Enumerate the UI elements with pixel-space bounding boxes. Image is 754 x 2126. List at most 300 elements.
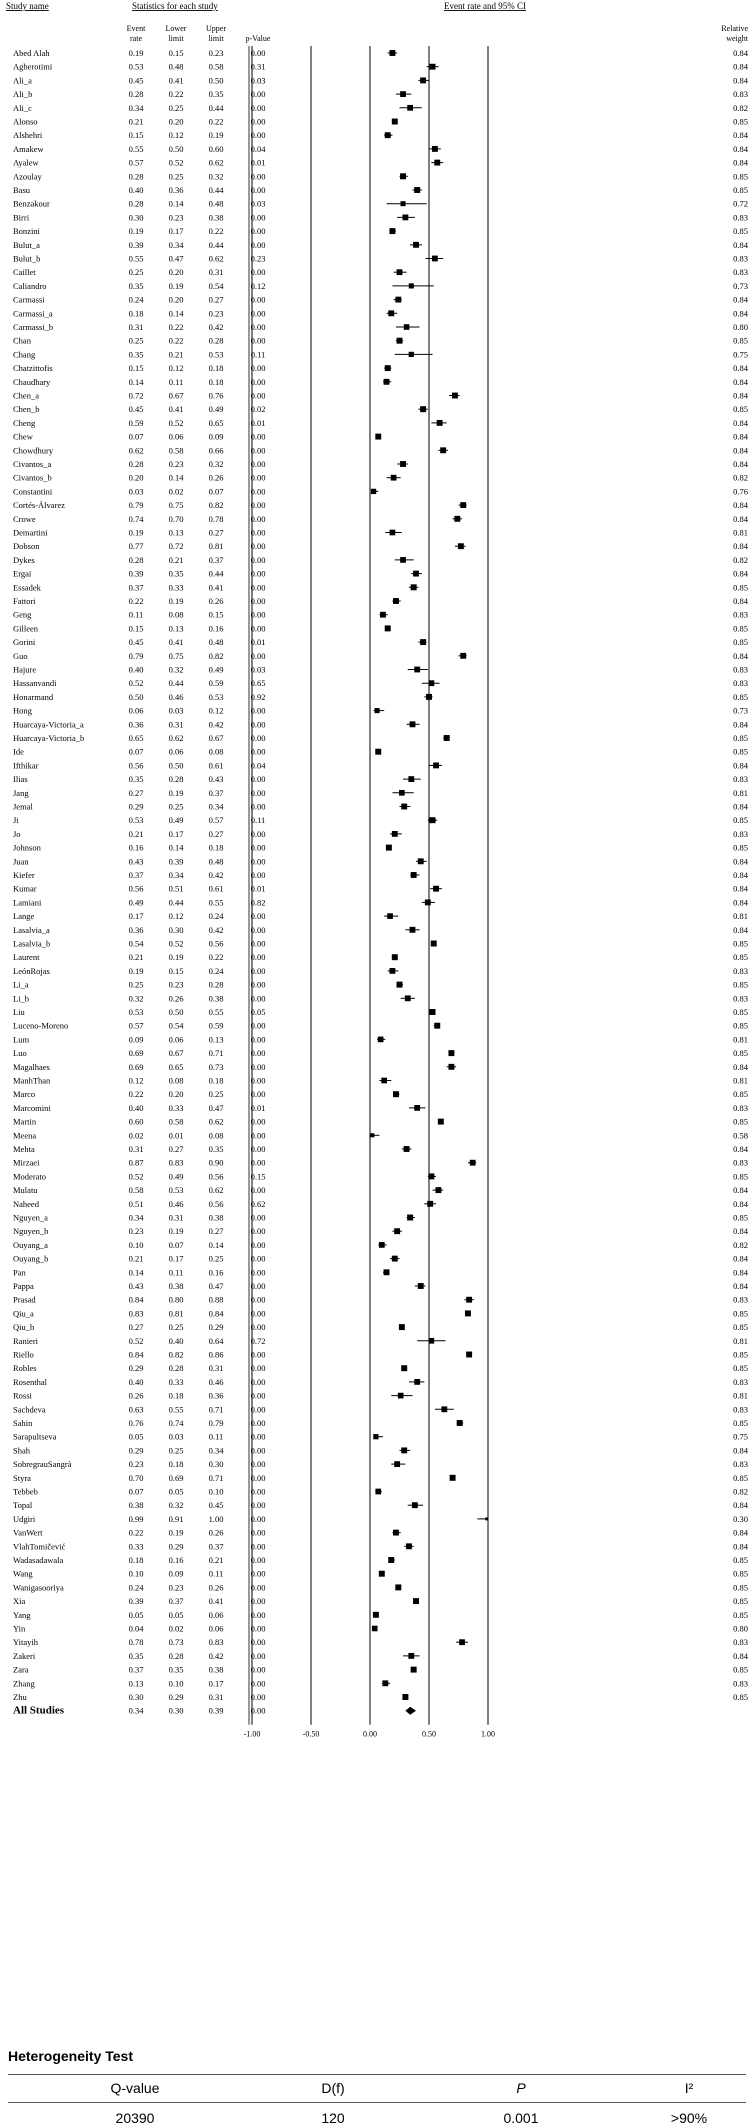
p-value: 0.00 [250,1664,266,1675]
ci-marker [375,749,381,755]
relative-weight: 0.85 [733,226,748,237]
point-estimate [401,804,407,810]
study-row [13,445,749,455]
point-estimate [388,1557,394,1563]
lower-limit: 0.05 [168,1609,184,1620]
lower-limit: 0.80 [168,1294,184,1305]
relative-weight: 0.83 [733,664,748,675]
event-rate: 0.24 [128,1582,144,1593]
lower-limit: 0.26 [168,993,184,1004]
p-value: 0.00 [250,1116,266,1127]
p-value: 0.00 [250,774,266,785]
lower-limit: 0.49 [168,1171,184,1182]
upper-limit-header-2: limit [208,34,224,43]
point-estimate [375,1489,381,1495]
p-value: 0.00 [250,1459,266,1470]
point-estimate [436,1187,442,1193]
ci-marker [396,324,420,330]
event-rate: 0.27 [128,1322,144,1333]
lower-limit: 0.25 [168,1445,184,1456]
upper-limit: 0.82 [208,650,224,661]
upper-limit: 0.66 [208,445,224,456]
p-value: 0.00 [250,486,266,497]
event-rate: 0.45 [128,75,144,86]
study-row [13,692,748,702]
lower-limit: 0.73 [168,1637,184,1648]
study-row [13,1213,748,1223]
point-estimate [414,187,420,193]
ci-marker [385,530,402,536]
p-value: 0.00 [250,554,266,565]
ci-marker [374,708,385,713]
study-row [13,665,748,675]
ci-marker [429,1009,436,1015]
relative-weight: 0.84 [733,143,748,154]
p-value: 0.00 [250,650,266,661]
lower-limit: 0.50 [168,1007,184,1017]
p-value: 0.00 [250,1568,266,1579]
study-row [13,1665,748,1675]
table-header-rule [8,2102,746,2103]
p-value: 0.00 [250,1513,266,1524]
study-row [13,185,748,195]
upper-limit: 0.49 [208,404,224,415]
relative-weight: 0.83 [733,1102,748,1113]
event-rate: 0.21 [128,828,144,839]
point-estimate [409,283,414,288]
upper-limit: 0.38 [208,993,224,1004]
study-row [13,1377,748,1387]
upper-limit: 0.45 [208,1500,224,1511]
p-value: 0.00 [250,185,266,195]
p-value: 0.92 [250,691,266,702]
event-rate: 0.45 [128,404,144,415]
p-value: 0.00 [250,1281,266,1291]
study-row [13,363,749,373]
event-rate: 0.39 [128,568,144,579]
p-value: 0.00 [250,1705,266,1716]
ci-marker [400,1447,411,1453]
point-estimate [433,886,439,892]
lower-limit: 0.91 [168,1513,184,1524]
upper-limit: 0.76 [208,390,224,401]
event-rate: 0.32 [128,993,144,1004]
upper-limit: 0.16 [208,1267,224,1278]
relative-weight: 0.85 [733,623,748,634]
x-tick-label: 1.00 [481,1729,495,1739]
point-estimate [406,1543,412,1549]
heterogeneity-title: Heterogeneity Test [8,2048,133,2064]
lower-limit: 0.07 [168,1239,184,1250]
ci-marker [375,434,381,440]
study-row [13,391,749,401]
point-estimate [432,146,438,152]
point-estimate [420,77,426,83]
ci-marker [395,352,433,357]
relative-weight: 0.81 [733,787,748,798]
relative-weight: 0.83 [733,1459,748,1470]
p-value: 0.00 [250,459,266,469]
study-name: Tebbeb [13,1486,38,1497]
study-name: Rosenthal [13,1376,47,1387]
study-name: Naheed [13,1198,39,1209]
study-row [13,1500,749,1510]
ci-marker [448,1050,454,1056]
upper-limit: 0.48 [208,856,224,867]
study-name: Ouyang_b [13,1253,49,1264]
upper-limit: 0.25 [208,1253,224,1264]
relative-weight: 0.73 [733,280,748,291]
lower-limit: 0.62 [168,733,184,743]
upper-limit: 0.38 [208,1212,224,1223]
relative-weight: 0.30 [733,1513,748,1524]
study-name: Yitayih [13,1637,39,1648]
p-value: 0.65 [250,678,266,689]
p-header: P [516,2080,526,2096]
event-rate: 0.30 [128,1692,144,1702]
p-value: 0.00 [250,1472,266,1483]
lower-limit: 0.70 [168,513,184,524]
p-value: 0.00 [250,102,266,113]
event-rate-header-2: rate [130,34,142,43]
event-rate: 0.60 [128,1116,144,1127]
study-name: Chang [13,349,36,360]
upper-limit: 0.31 [208,1363,224,1374]
study-row [13,500,749,510]
relative-weight: 0.85 [733,1555,748,1565]
event-rate: 0.53 [128,61,144,72]
study-name-header: Study name [6,1,49,11]
event-rate: 0.33 [128,1541,144,1552]
study-row [13,897,749,907]
relative-weight: 0.75 [733,1431,748,1442]
event-rate: 0.30 [128,212,144,223]
study-row [13,1103,748,1113]
upper-limit: 0.28 [208,979,224,990]
upper-limit: 0.34 [208,1445,224,1456]
relative-weight: 0.85 [733,1212,748,1223]
upper-limit: 0.60 [208,143,224,154]
ci-marker [401,1365,407,1371]
study-row [13,1637,748,1647]
study-row [13,89,748,99]
study-row [13,1651,749,1661]
event-rate: 0.15 [128,623,144,634]
point-estimate [388,310,394,316]
heterogeneity-section [0,2034,754,2126]
p-value: 0.03 [250,664,266,675]
ci-marker [403,1653,420,1659]
upper-limit: 0.36 [208,1390,224,1401]
relative-weight: 0.82 [733,102,748,113]
statistics-header: Statistics for each study [132,1,218,11]
event-rate: 0.37 [128,870,144,880]
event-rate: 0.56 [128,883,144,894]
p-value-header: p-Value [245,34,271,43]
lower-limit: 0.50 [168,143,184,154]
point-estimate [395,1584,401,1590]
relative-weight: 0.85 [733,1171,748,1182]
ci-marker [457,1420,464,1426]
upper-limit: 0.22 [208,226,224,237]
upper-limit: 0.43 [208,774,224,785]
p-value: 0.00 [250,116,266,127]
p-value: 0.00 [250,568,266,579]
upper-limit: 0.09 [208,431,224,442]
relative-weight-header-2: weight [726,34,748,43]
relative-weight: 0.84 [733,924,748,935]
upper-limit: 0.25 [208,1089,224,1100]
ci-marker [384,913,398,919]
study-name: Huarcaya-Victoria_a [13,719,84,730]
p-value: 0.00 [250,1048,266,1059]
upper-limit: 0.90 [208,1157,224,1168]
study-row [13,1473,748,1483]
upper-limit: 0.49 [208,664,224,675]
study-name: Chan [13,335,31,346]
upper-limit: 0.37 [208,554,224,565]
event-rate: 0.24 [128,294,144,305]
upper-limit: 0.31 [208,1692,224,1702]
point-estimate [384,1269,390,1275]
p-value: 0.00 [250,239,266,250]
study-name: Bulut_b [13,253,41,264]
event-rate: 0.22 [128,1527,144,1538]
study-row [13,1308,748,1318]
p-value: 0.00 [250,1226,266,1237]
study-row [13,623,748,633]
upper-limit: 0.81 [208,541,224,552]
study-row [13,1281,749,1291]
ci-marker [453,516,462,522]
relative-weight: 0.84 [733,308,748,319]
upper-limit: 0.30 [208,1459,224,1470]
point-estimate [392,831,398,837]
p-value: 0.00 [250,993,266,1004]
event-rate: 0.56 [128,760,144,771]
event-rate: 0.06 [128,705,144,716]
lower-limit: 0.14 [168,472,184,483]
lower-limit: 0.09 [168,1568,184,1579]
relative-weight: 0.85 [733,1418,748,1428]
ci-marker [412,187,421,193]
upper-limit: 0.56 [208,938,224,949]
study-row [13,1171,748,1181]
upper-limit: 0.13 [208,1034,224,1045]
study-name: Basu [13,185,30,195]
study-row [13,678,748,688]
study-name: Birri [13,212,30,223]
study-row [13,158,749,168]
lower-limit: 0.28 [168,1650,184,1661]
study-row [13,1021,748,1031]
study-row [13,651,749,661]
point-estimate [370,1133,374,1137]
ci-marker [382,1680,390,1686]
study-name: Fattori [13,596,36,606]
study-name: VanWert [13,1527,43,1538]
event-rate: 0.28 [128,459,144,469]
event-rate: 0.59 [128,417,144,428]
point-estimate [401,201,406,206]
lower-limit: 0.23 [168,1582,184,1593]
event-rate: 0.69 [128,1048,144,1059]
p-value: 0.00 [250,1678,266,1689]
point-estimate [379,1242,385,1248]
relative-weight: 0.85 [733,733,748,743]
relative-weight: 0.85 [733,1116,748,1127]
lower-limit: 0.17 [168,828,184,839]
lower-limit: 0.19 [168,1226,184,1237]
event-rate: 0.03 [128,486,144,497]
point-estimate [409,352,414,357]
ci-marker [464,1297,473,1303]
study-row [13,925,749,935]
point-estimate [466,1352,472,1358]
ci-marker [468,1160,476,1166]
point-estimate [400,461,406,467]
ci-marker [390,1256,399,1262]
upper-limit: 0.18 [208,1075,224,1086]
event-rate: 0.36 [128,719,144,730]
lower-limit: 0.44 [168,678,184,689]
relative-weight: 0.84 [733,459,748,469]
study-name: Shah [13,1445,30,1456]
relative-weight: 0.84 [733,1253,748,1264]
event-rate: 0.21 [128,952,144,963]
event-rate: 0.40 [128,664,144,675]
ci-marker [393,1091,400,1097]
p-value: 0.00 [250,1376,266,1387]
lower-limit: 0.52 [168,157,184,168]
ci-marker [375,1489,381,1495]
point-estimate [390,530,396,536]
point-estimate [429,1338,435,1344]
ci-marker [395,557,414,563]
event-rate: 0.04 [128,1623,144,1634]
lower-limit: 0.49 [168,815,184,826]
study-row [13,1295,748,1305]
relative-weight: 0.84 [733,130,748,141]
relative-weight: 0.81 [733,1075,748,1086]
upper-limit: 1.00 [208,1513,224,1524]
upper-limit: 0.23 [208,308,224,319]
i2-value: >90% [670,2110,708,2126]
relative-weight: 0.83 [733,965,748,976]
ci-marker [392,954,398,960]
relative-weight: 0.83 [733,1637,748,1648]
lower-limit: 0.50 [168,760,184,771]
point-estimate [452,393,458,399]
study-name: Chew [13,431,33,442]
event-rate: 0.21 [128,116,144,127]
point-estimate [379,1571,385,1577]
upper-limit: 0.44 [208,239,224,250]
study-row [13,1048,748,1058]
ci-marker [397,982,404,988]
upper-limit: 0.71 [208,1048,224,1059]
study-name: Zara [13,1664,29,1675]
point-estimate [394,1461,400,1467]
point-estimate [460,502,466,508]
event-rate: 0.57 [128,157,144,168]
lower-limit: 0.19 [168,952,184,963]
study-row [13,802,749,812]
lower-limit: 0.18 [168,1459,184,1470]
p-value: 0.00 [250,1267,266,1278]
p-value: 0.00 [250,1363,266,1374]
p-value: 0.00 [250,1075,266,1086]
ci-marker [400,804,411,810]
lower-limit: 0.10 [168,1678,184,1689]
point-estimate [397,982,403,988]
lower-limit: 0.22 [168,322,184,332]
study-name: Ali_a [13,75,32,86]
study-name: Yin [13,1623,26,1634]
relative-weight: 0.84 [733,157,748,168]
lower-limit: 0.72 [168,541,184,552]
ci-marker [391,1461,405,1467]
ci-marker [459,502,467,508]
ci-marker [397,214,415,220]
study-row [13,596,749,606]
table-top-rule [8,2074,746,2075]
study-name: Marco [13,1089,36,1100]
upper-limit: 0.10 [208,1486,224,1497]
study-row [13,459,749,469]
lower-limit: 0.12 [168,911,184,922]
study-name: Prasad [13,1294,36,1305]
point-estimate [410,927,416,933]
study-name: Caillet [13,267,36,278]
study-row [13,377,749,387]
point-estimate [402,1694,408,1700]
point-estimate [391,475,397,481]
lower-limit: 0.19 [168,280,184,291]
ci-marker [409,584,418,590]
p-value: 0.00 [250,1157,266,1168]
relative-weight: 0.85 [733,116,748,127]
study-row [13,911,748,921]
event-rate: 0.26 [128,1390,144,1401]
ci-marker [413,1598,419,1604]
point-estimate [394,1228,400,1234]
event-rate: 0.17 [128,911,144,922]
lower-limit: 0.22 [168,335,184,346]
event-rate: 0.14 [128,376,144,387]
event-rate: 0.54 [128,938,144,949]
relative-weight: 0.85 [733,1609,748,1620]
event-rate: 0.43 [128,1281,144,1291]
lower-limit: 0.41 [168,404,184,415]
p-value: 0.00 [250,1650,266,1661]
lower-limit: 0.20 [168,294,184,305]
relative-weight: 0.76 [733,486,748,497]
lower-limit: 0.28 [168,1363,184,1374]
lower-limit: 0.58 [168,1116,184,1127]
point-estimate [411,1667,417,1673]
point-estimate [465,1310,471,1316]
upper-limit: 0.56 [208,1171,224,1182]
ci-marker [449,393,460,399]
relative-weight: 0.82 [733,554,748,565]
p-value: 0.00 [250,1555,266,1565]
study-row [13,555,748,565]
upper-limit: 0.42 [208,719,224,730]
x-tick-label: 0.00 [363,1729,377,1739]
p-value: 0.001 [503,2110,539,2126]
upper-limit: 0.48 [208,637,224,648]
